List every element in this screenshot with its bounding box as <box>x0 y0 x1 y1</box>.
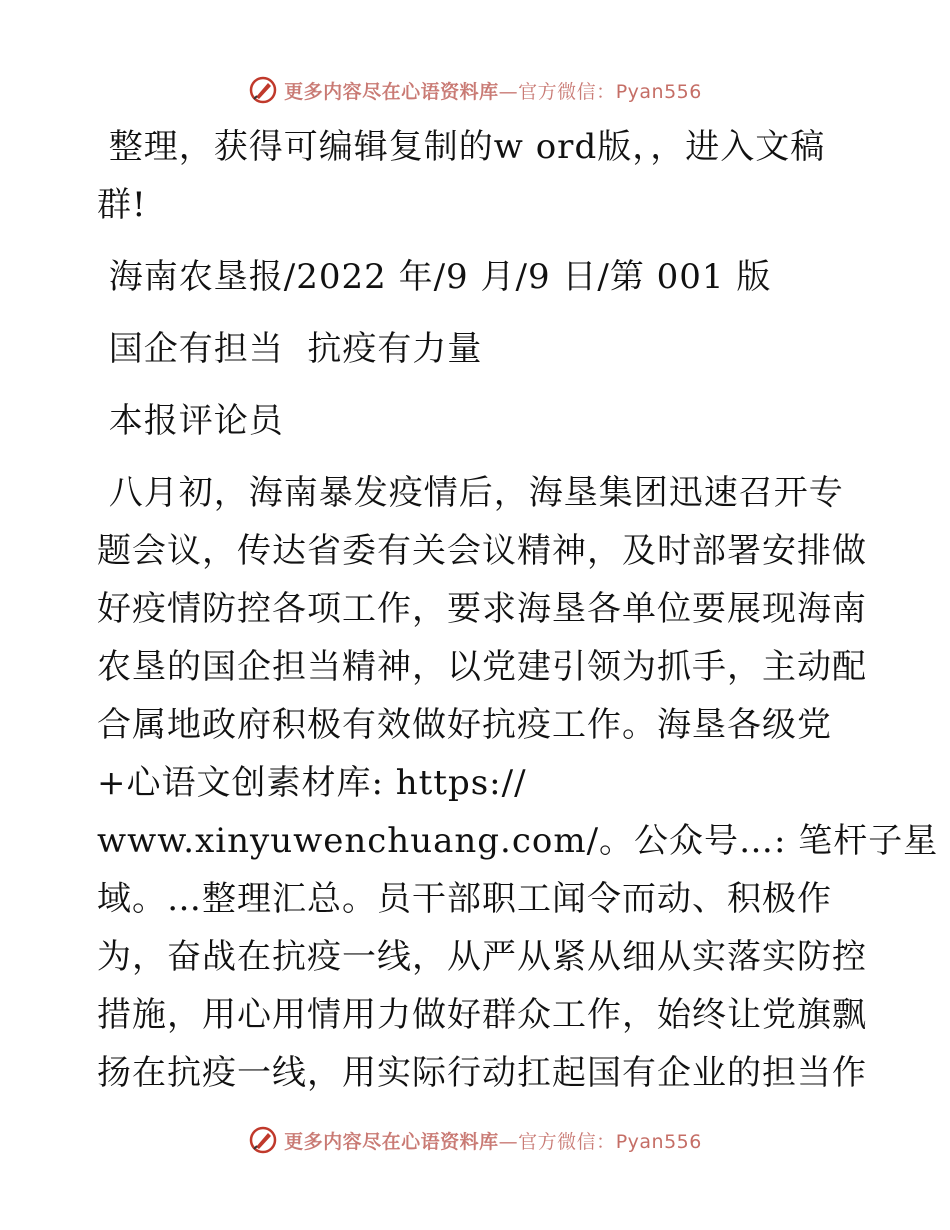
text-line: 好疫情防控各项工作，要求海垦各单位要展现海南 <box>97 589 867 629</box>
document-body <box>97 118 939 1102</box>
text-line: 措施，用心用情用力做好群众工作，始终让党旗飘 <box>97 995 867 1035</box>
text-line: +心语文创素材库: https:// <box>97 763 527 803</box>
text-line: www.xinyuwenchuang.com/。公众号…: 笔杆子星 <box>97 821 939 861</box>
text-line: 整理，获得可编辑复制的w ord版，，进入文稿 <box>97 127 826 167</box>
article-title: 国企有担当 抗疫有力量 <box>97 329 483 369</box>
text-line: 为，奋战在抗疫一线，从严从紧从细从实落实防控 <box>97 937 867 977</box>
text-line: 题会议，传达省委有关会议精神，及时部署安排做 <box>97 531 867 571</box>
text-line: 扬在抗疫一线，用实际行动扛起国有企业的担当作 <box>97 1053 867 1093</box>
text-line: 农垦的国企担当精神，以党建引领为抓手，主动配 <box>97 647 867 687</box>
watermark-header <box>0 70 950 110</box>
text-line: 海南农垦报/2022 年/9 月/9 日/第 001 版 <box>97 257 772 297</box>
watermark-text: 更多内容尽在心语资料库—官方微信：Pyan556 <box>284 1130 702 1153</box>
quill-pen-logo-icon <box>248 75 278 105</box>
text-line: 域。…整理汇总。员干部职工闻令而动、积极作 <box>97 879 832 919</box>
text-line: 群! <box>97 185 147 225</box>
quill-pen-logo-icon <box>248 1125 278 1155</box>
article-author: 本报评论员 <box>97 401 284 441</box>
watermark-footer <box>0 1120 950 1160</box>
text-line: 合属地政府积极有效做好抗疫工作。海垦各级党 <box>97 705 832 745</box>
watermark-text: 更多内容尽在心语资料库—官方微信：Pyan556 <box>284 80 702 103</box>
text-line: 八月初，海南暴发疫情后，海垦集团迅速召开专 <box>97 473 844 513</box>
